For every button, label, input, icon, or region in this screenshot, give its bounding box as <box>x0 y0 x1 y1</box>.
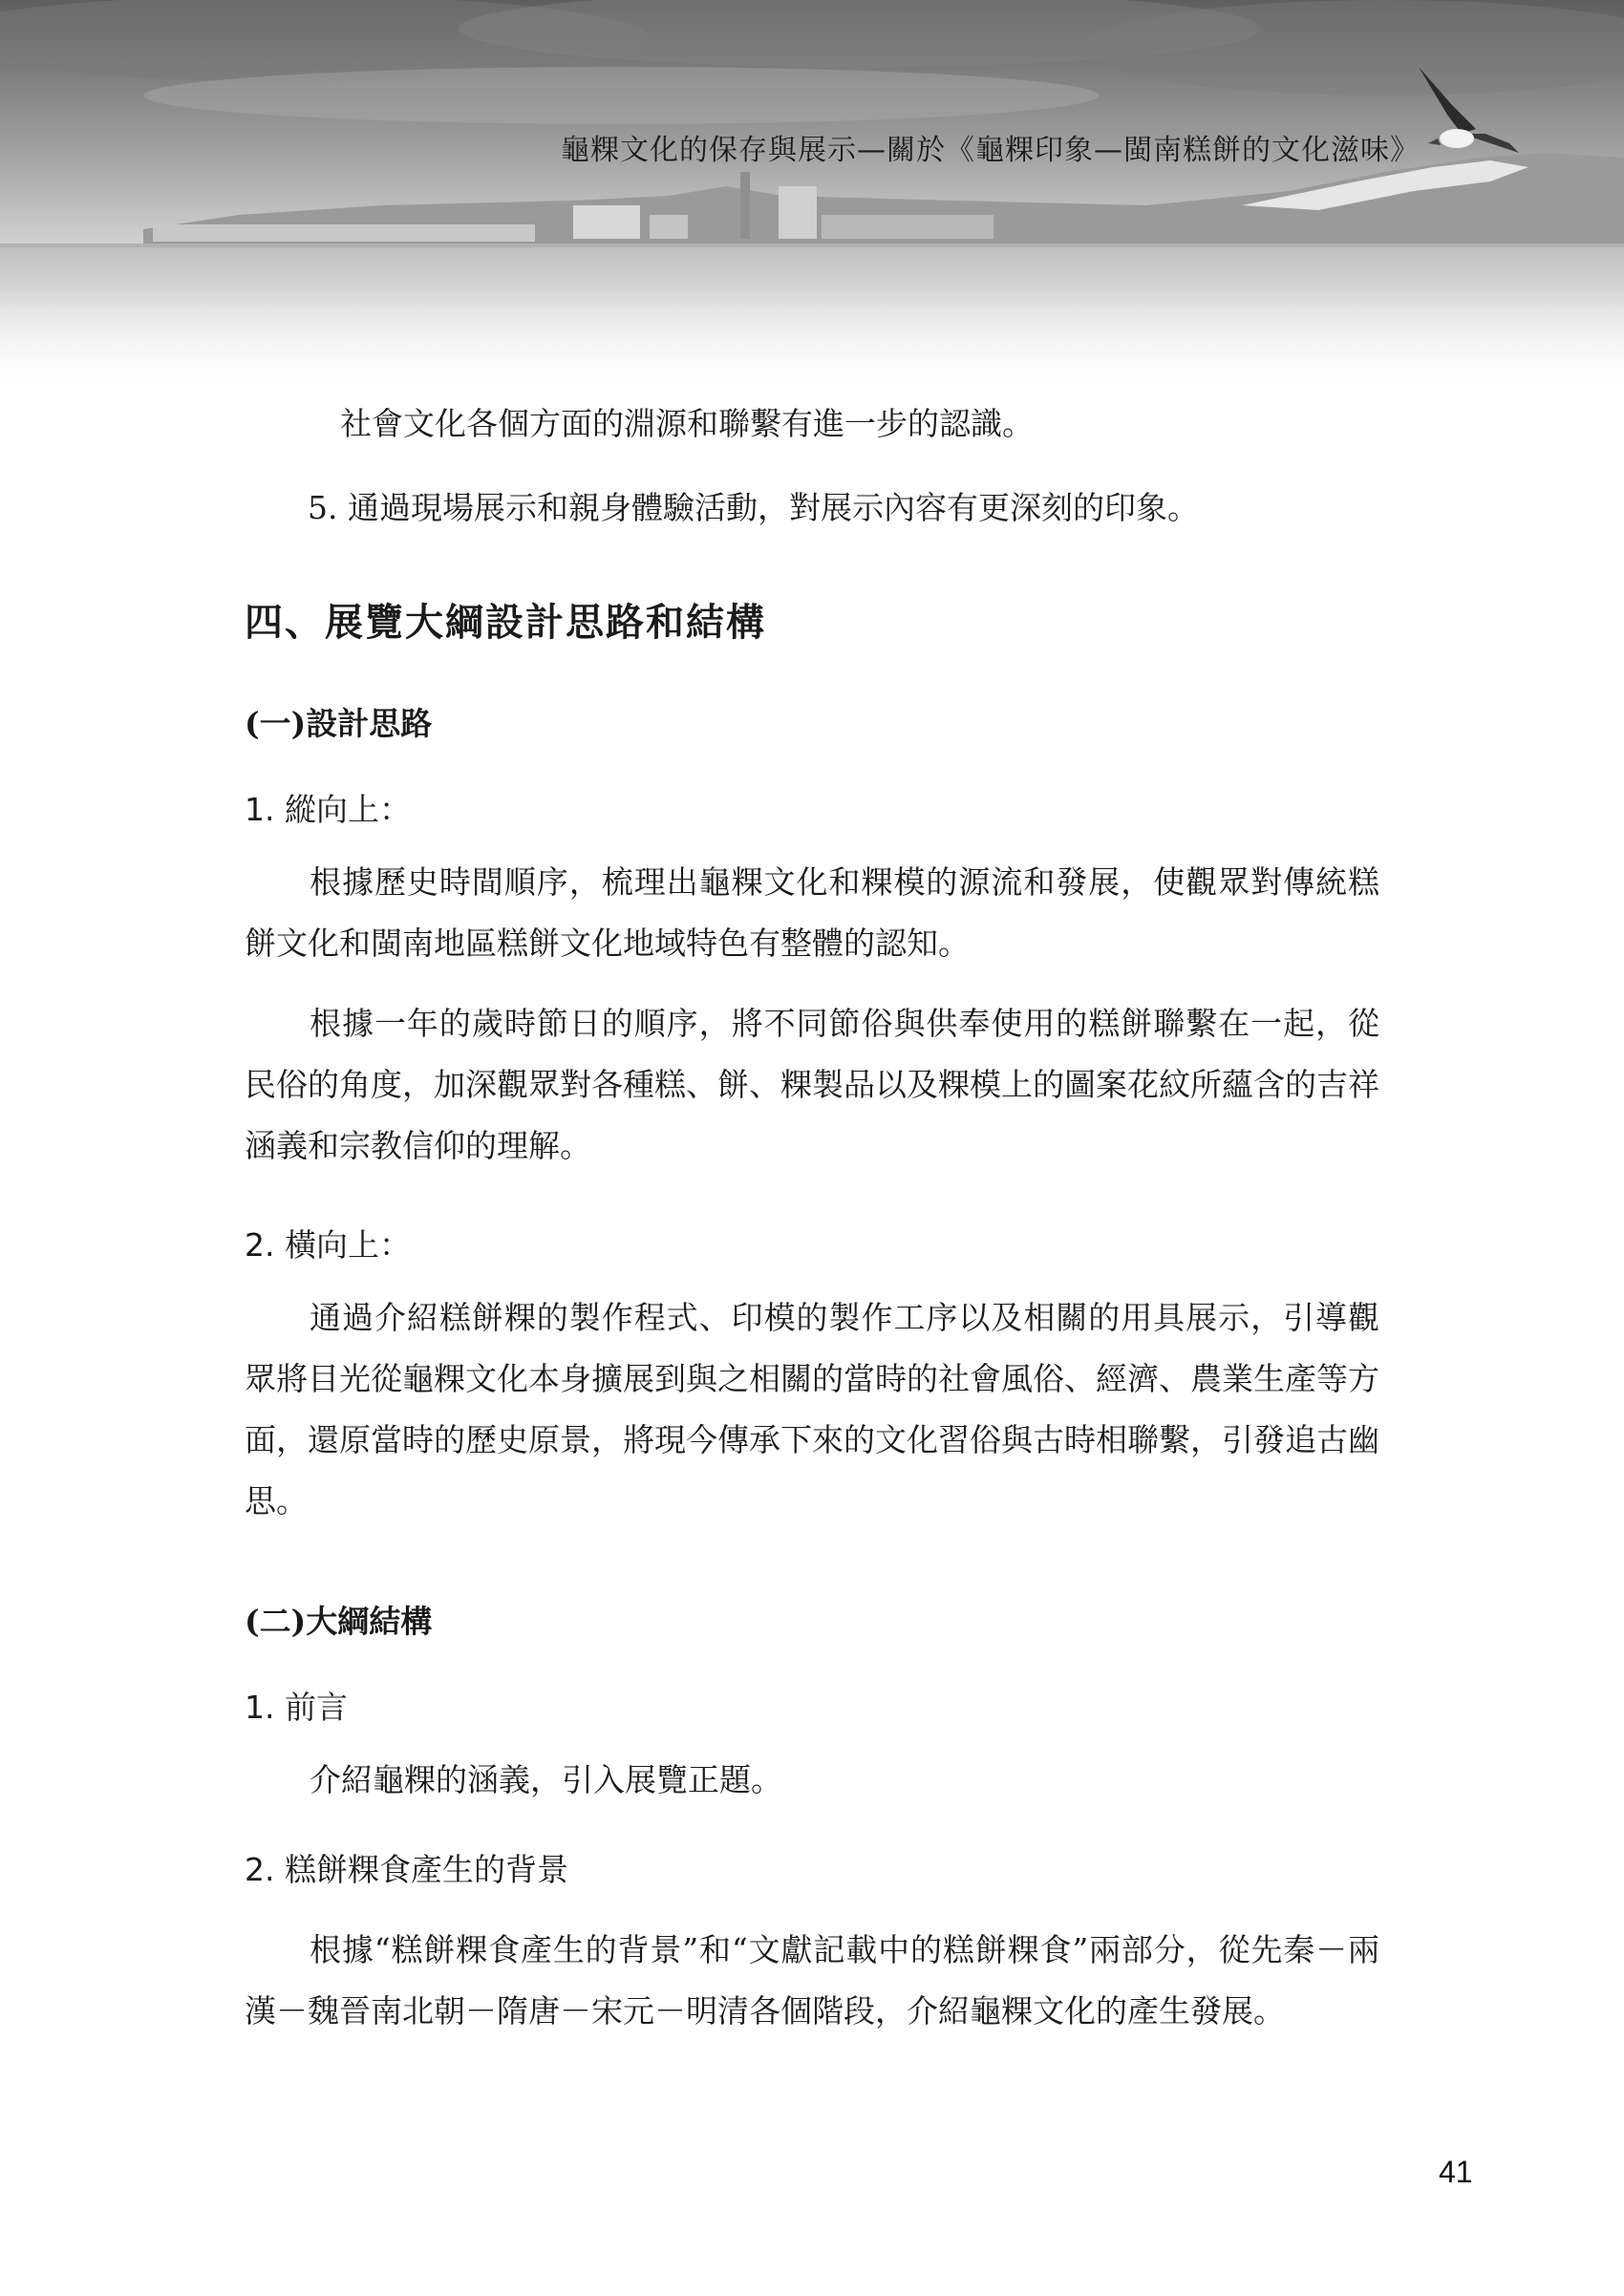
paragraph: 根據一年的歲時節日的順序，將不同節俗與供奉使用的糕餅聯繫在一起，從民俗的角度，加深觀眾對各種糕、餅、粿製品以及粿模上的圖案花紋所蘊含的吉祥涵義和宗教信仰的理解。 <box>245 1005 1379 1164</box>
header-banner <box>0 0 1624 401</box>
page-number: 41 <box>1439 2155 1473 2189</box>
item-heading-vertical: 1. 縱向上： <box>245 791 411 828</box>
continued-paragraph: 社會文化各個方面的淵源和聯繫有進一步的認識。 <box>340 405 1034 442</box>
item-heading-horizontal: 2. 橫向上： <box>245 1226 411 1264</box>
item-heading-background: 2. 糕餅粿食產生的背景 <box>245 1851 568 1888</box>
running-title: 龜粿文化的保存與展示—關於《龜粿印象—閩南糕餅的文化滋味》 <box>561 134 1420 167</box>
list-item-5: 5. 通過現場展示和親身體驗活動，對展示內容有更深刻的印象。 <box>308 489 1199 526</box>
paragraph: 根據“糕餅粿食產生的背景”和“文獻記載中的糕餅粿食”兩部分，從先秦－兩漢－魏晉南北朝－隋唐－宋元－明清各個階段，介紹龜粿文化的產生發展。 <box>245 1931 1379 2030</box>
coastal-photo <box>0 0 1624 401</box>
paragraph: 根據歷史時間順序，梳理出龜粿文化和粿模的源流和發展，使觀眾對傳統糕餅文化和閩南地區糕餅文化地域特色有整體的認知。 <box>245 863 1379 962</box>
subsection-heading-design: (一)設計思路 <box>245 705 433 742</box>
paragraph: 介紹龜粿的涵義，引入展覽正題。 <box>310 1761 782 1798</box>
item-heading-preface: 1. 前言 <box>245 1689 348 1726</box>
paragraph: 通過介紹糕餅粿的製作程式、印模的製作工序以及相關的用具展示，引導觀眾將目光從龜粿文化本身擴展到與之相關的當時的社會風俗、經濟、農業生產等方面，還原當時的歷史原景，將現今傳承下來的文化習俗與古時相聯繫，引發追古幽思。 <box>245 1299 1379 1520</box>
subsection-heading-outline: (二)大綱結構 <box>245 1603 433 1640</box>
section-heading: 四、展覽大綱設計思路和結構 <box>245 600 766 645</box>
